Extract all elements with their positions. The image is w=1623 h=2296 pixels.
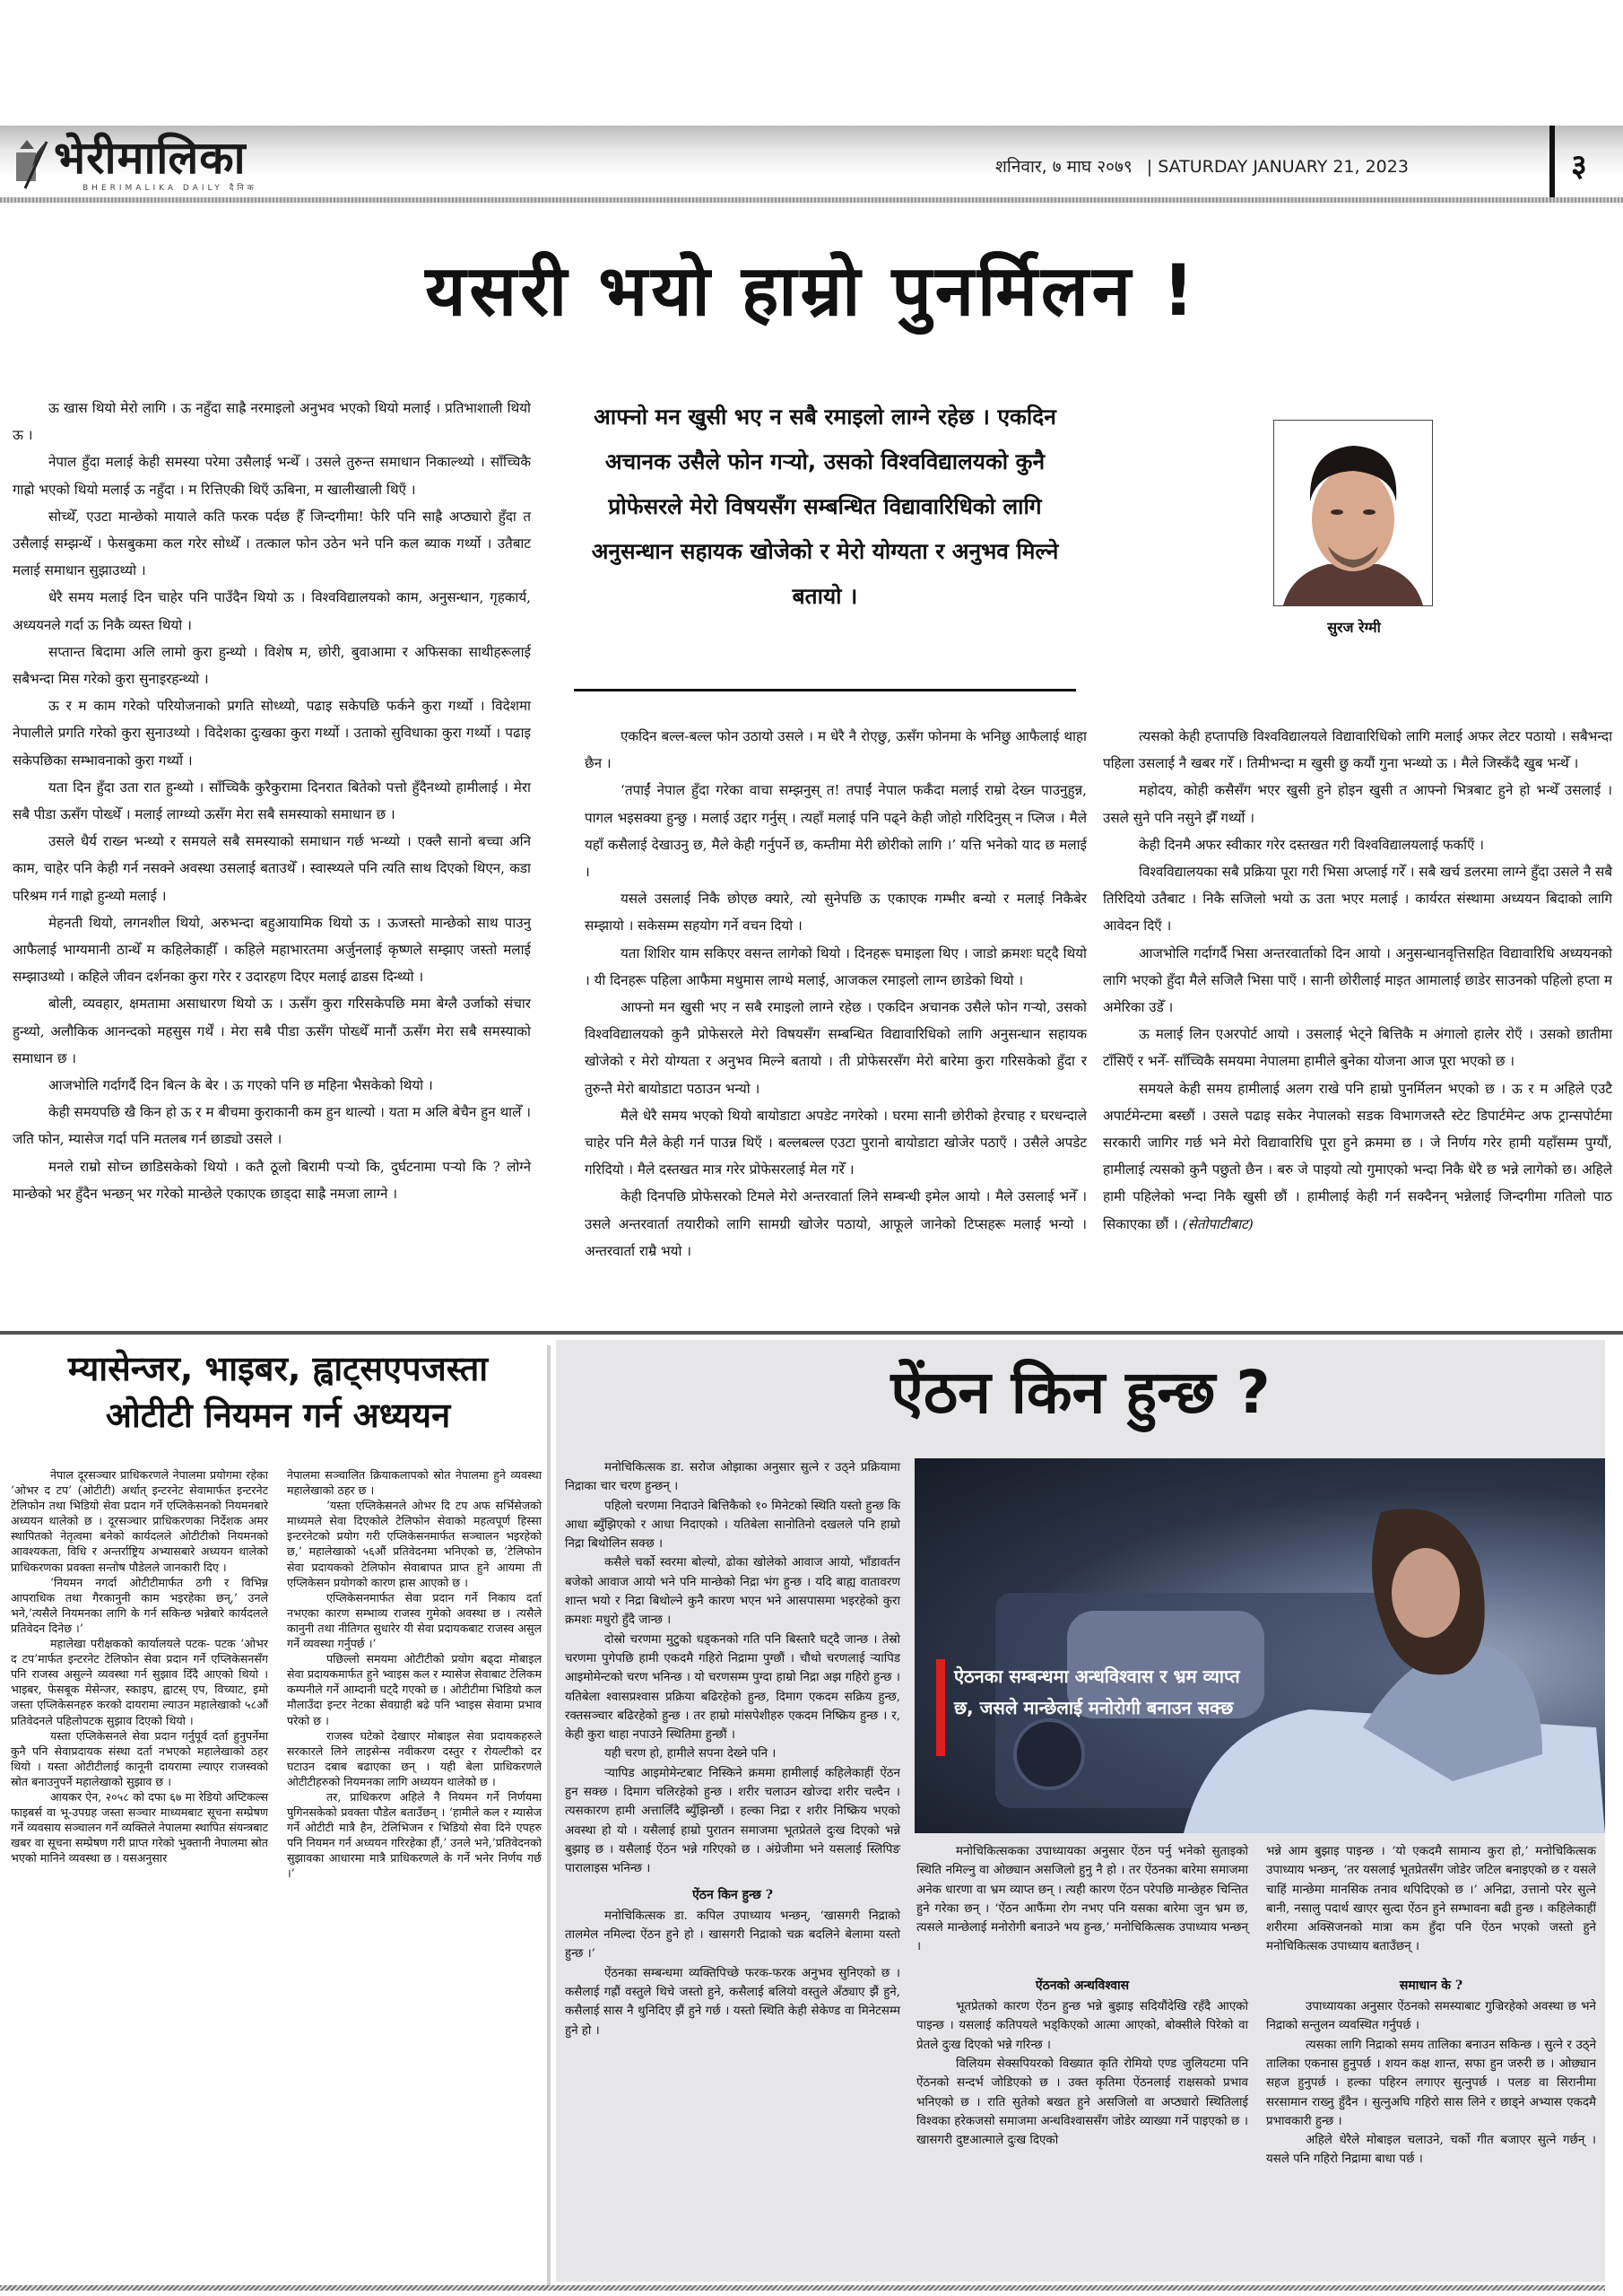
main-article-column-2 [585, 723, 1087, 1265]
paragraph: यसले उसलाई निकै छोएछ क्यारे, त्यो सुनेपछि ऊ एकाएक गम्भीर बन्यो र मलाई निकैबेर सम्झायो । सकेसम्म सहयोग गर्ने वचन दियो । [585, 891, 1087, 935]
ott-article-headline [0, 1345, 556, 1439]
paragraph-text: समयले केही समय हामीलाई अलग राखे पनि हाम्रो पुनर्मिलन भएको छ । ऊ र म अहिले एउटै अपार्टमेन्टमा बस्छौं । उसले पढाइ सकेर नेपालको सडक विभागजस्तै स्टेट डिपार्टमेन्ट अफ ट्रान्सपोर्टमा सरकारी जागिर गर्छ भने मेरो विद्यावारिधि पूरा हुने क्रममा छ । जे निर्णय गरेर हामी यहाँसम्म पुग्यौं, हामीलाई त्यसको कुनै पछुतो छैन । बरु जे पाइयो त्यो गुमाएको भन्दा निकै धेरै छ भन्ने लागेको छ। अहिले हामी पहिलेको भन्दा निकै खुसी छौं । हामीलाई केही गर्न सक्दैनन् भन्नेलाई जिन्दगीमा गतिलो पाठ सिकाएका छौं । [1103, 1080, 1612, 1232]
author-portrait-icon [1274, 421, 1432, 605]
paragraph: नेपालमा सञ्चालित क्रियाकलापको स्रोत नेपालमा हुने व्यवस्था महालेखाको ठहर छ । [287, 1468, 542, 1498]
paragraph [1103, 1075, 1612, 1238]
bottom-rule [0, 2285, 1605, 2291]
paragraph: ऊ र म काम गरेको परियोजनाको प्रगति सोध्थ्यो, पढाइ सकेपछि फर्कने कुरा गर्थ्यो । विदेशमा नेपालीले प्रगति गरेको कुरा सुनाउथ्यो । विदेशका दुःखका कुरा गर्थ्यो । उताको सुविधाका कुरा गर्थ्यो । पढाइ सकेपछिका सम्भावनाको कुरा गर्थ्यो । [13, 698, 531, 769]
masthead-rule [0, 197, 1623, 203]
paragraph: महालेखा परीक्षकको कार्यालयले पटक- पटक ‘ओभर द टप’मार्फत इन्टरनेट टेलिफोन सेवा प्रदान गर्ने एप्लिकेसनसँग पनि राजस्व असुल्ने व्यवस्था गर्न सुझाव दिँदै आएको थियो । भाइबर, फेसबूक मेसेन्जर, स्काइप, ह्वाटस् एप, विच्याट, इमो जस्ता एप्लिकेसनहरु करको दायरामा ल्याउन महालेखाको ५८औं प्रतिवेदनले पहिलोपटक सुझाव दिएको थियो । [11, 1637, 268, 1727]
newspaper-logo-subtitle: BHERIMALIKA DAILY दैनिक [82, 184, 257, 193]
paragraph: उसले धैर्य राख्न भन्थ्यो र समयले सबै समस्याको समाधान गर्छ भन्थ्यो । एक्लै सानो बच्चा अनि काम, चाहेर पनि केही गर्न नसक्ने अवस्था उसलाई बताउथेँ । स्वास्थ्यले पनि त्यति साथ दिएको थिएन, कडा परिश्रम गर्न गाह्रो हुन्थ्यो मलाई । [13, 833, 531, 904]
paragraph: सोच्थेँ, एउटा मान्छेको मायाले कति फरक पर्दछ हैँ जिन्दगीमा! फेरि पनि साह्रै अप्ठ्यारो हुँदा त उसैलाई सम्झन्थेँ । फेसबुकमा कल गरेर सोध्थेँ । तत्काल फोन उठेन भने पनि कल ब्याक गर्थ्यो । उतैबाट मलाई समाधान सुझाउथ्यो । [13, 508, 531, 579]
sleep-article-column-3 [1266, 1842, 1596, 2170]
paragraph: पहिलो चरणमा निदाउने बित्तिकैको १० मिनेटको स्थिति यस्तो हुन्छ कि आधा ब्युँझिएको र आधा निदाएको । यतिबेला सानोतिनो दखलले पनि हाम्रो निद्रा बिथोलिन सक्छ । [565, 1499, 900, 1552]
paragraph: एप्लिकेसनमार्फत सेवा प्रदान गर्ने निकाय दर्ता नभएका कारण सम्भाव्य राजस्व गुमेको अवस्था छ । त्यसैले कानुनी तथा नीतिगत सुधारेर यी सेवा प्रदायकबाट राजस्व असुल गर्ने व्यवस्था गर्नुपर्छ ।’ [287, 1590, 542, 1651]
paragraph: पछिल्लो समयमा ओटीटीको प्रयोग बढ्दा मोबाइल सेवा प्रदायकमार्फत हुने भ्वाइस कल र म्यासेज सेवाबाट टेलिकम कम्पनीले गर्ने आम्दानी घट्दै गएको छ । ओटीटीमा भिडियो कल मौलाउँदा इन्टर नेटका सेवग्राही बढे पनि भ्वाइस सेवामा प्रभाव परेको छ । [287, 1652, 542, 1727]
paragraph: आयकर ऐन, २०५८ को दफा ६७ मा रेडियो अप्टिकल्स फाइबर्स वा भू-उपग्रह जस्ता सञ्चार माध्यमबाट सूचना सम्प्रेषण गर्ने व्यवसाय सञ्चालन गर्ने व्यक्तिले नेपालमा स्थापित संयन्त्रबाट खबर वा सूचना सम्प्रेषण गरी प्राप्त गरेको भुक्तानी नेपालमा स्रोत भएको मानिने व्यवस्था छ । यसअनुसार [11, 1789, 268, 1866]
newspaper-logo: भेरीमालिका [54, 131, 247, 184]
main-article-column-3 [1103, 723, 1612, 1238]
paragraph: मेहनती थियो, लगनशील थियो, अरुभन्दा बहुआयामिक थियो ऊ । ऊजस्तो मान्छेको साथ पाउनु आफैलाई भाग्यमानी ठान्थेँ म कहिलेकाहीँ । कहिले महाभारतमा अर्जुनलाई कृष्णले सम्झाए जस्तो मलाई सम्झाउथ्यो । कहिले जीवन दर्शनका कुरा गरेर र उदारहण दिएर मलाई ढाडस दिन्थ्यो । [13, 914, 531, 986]
paragraph: आफ्नो मन खुसी भए न सबै रमाइलो लाग्ने रहेछ । एकदिन अचानक उसैले फोन गर्‍यो, उसको विश्वविद्यालयको कुनै प्रोफेसरले मेरो विषयसँग सम्बन्धित विद्यावारिधिको लागि अनुसन्धान सहायक खोजेको र मेरो योग्यता र अनुभव मिल्ने बतायो । ती प्रोफेसरसँग मेरो बारेमा कुरा गरिसकेको हुँदा र तुरुन्तै मेरो बायोडाटा पठाउन भन्यो । [585, 999, 1087, 1097]
paragraph: नेपाल हुँदा मलाई केही समस्या परेमा उसैलाई भन्थेँ । उसले तुरुन्त समाधान निकाल्थ्यो । साँच्चिकै गाह्रो भएको थियो मलाई ऊ नहुँदा । म रित्तिएकी थिएँ ऊबिना, म खालीखाली थिएँ । [13, 454, 531, 498]
paragraph: उपाध्यायका अनुसार ऐंठनको समस्याबाट गुज्रिरहेको अवस्था छ भने निद्राको सन्तुलन व्यवस्थित गर्नुपर्छ । [1266, 2000, 1596, 2033]
paragraph: भूतप्रेतको कारण ऐंठन हुन्छ भन्ने बुझाइ सदियौंदेखि रहँदै आएको पाइन्छ । यसलाई कतिपयले भड्किएको आत्मा आएको, बोक्सीले पिरेको वा प्रेतले दुःख दिएको भन्ने गरिन्छ । [916, 2000, 1248, 2052]
subheading: ऐंठन किन हुन्छ ? [692, 1887, 773, 1902]
page-number: ३ [1571, 148, 1587, 184]
paragraph: यता दिन हुँदा उता रात हुन्थ्यो । साँच्चिकै कुरैकुरामा दिनरात बितेको पत्तो हुँदैनथ्यो हामीलाई । मेरा सबै पीडा ऊसँग पोख्थेँ । मलाई लाग्थ्यो ऊसँग मेरा सबै समस्याको समाधान छ । [13, 778, 531, 823]
paragraph: आजभोलि गर्दागर्दै दिन बित्न के बेर । ऊ गएको पनि छ महिना भैसकेको थियो । [48, 1077, 433, 1094]
paragraph: त्यसको केही हप्तापछि विश्वविद्यालयले विद्यावारिधिको लागि मलाई अफर लेटर पठायो । सबैभन्दा पहिला उसलाई नै खबर गरेँ । तिमीभन्दा म खुसी छु कयौं गुना भन्थ्यो ऊ । मैले जिस्कँदै खुब भन्थेँ । [1103, 728, 1612, 772]
woman-in-bed-illustration-icon [915, 1458, 1605, 1833]
paragraph: ‘यस्ता एप्लिकेसनले ओभर दि टप अफ सर्भिसेजको माध्यमले सेवा दिएकोले टेलिफोन सेवाको महत्वपूर्ण हिस्सा इन्टरनेटको प्रयोग गरी एप्लिकेसनमार्फत सञ्चालन भइरहेको छ,’ महालेखाको ५६औं प्रतिवेदनमा भनिएको छ, ‘टेलिफोन सेवा प्रदायकको टेलिफोन सेवाबापत प्राप्त हुने आयमा ती एप्लिकेसन प्रयोगको कारण ह्रास आएको छ । [287, 1499, 542, 1589]
paragraph: विश्वविद्यालयका सबै प्रक्रिया पूरा गरी भिसा अप्लाई गरेँ । सबै खर्च डलरमा लाग्ने हुँदा उसले नै सबै तिरिदियो उतैबाट । निकै सजिलो भयो ऊ उता भएर मलाई । कार्यरत संस्थामा अध्ययन बिदाको लागि आवेदन दिएँ । [1103, 864, 1612, 935]
paragraph: केही दिनपछि प्रोफेसरको टिमले मेरो अन्तरवार्ता लिने सम्बन्धी इमेल आयो । मैले उसलाई भनेँ । उसले अन्तरवार्ता तयारीको लागि सामग्री खोजेर पठायो, आफूले जानेको टिप्सहरू मलाई भन्यो । अन्तरवार्ता राम्रै भयो । [585, 1188, 1087, 1259]
paragraph: यस्ता एप्लिकेसनले सेवा प्रदान गर्नुपूर्व दर्ता हुनुपर्नेमा कुनै पनि सेवाप्रदायक संस्था दर्ता नभएको महालेखाको ठहर थियो । यस्ता ओटीटीलाई कानूनी दायरामा ल्याएर राजस्वको स्रोत बनाउनुपर्ने महालेखाको सुझाव छ । [11, 1728, 268, 1788]
photo-caption: ऐठनका सम्बन्धमा अन्धविश्वास र भ्रम व्याप्त छ, जसले मान्छेलाई मनोरोगी बनाउन सक्छ [954, 1665, 1240, 1718]
paragraph: भन्ने आम बुझाइ पाइन्छ । ‘यो एकदमै सामान्य कुरा हो,’ मनोचिकित्सक उपाध्याय भन्छन्, ‘तर यसलाई भूतप्रेतसँग जोडेर जटिल बनाइएको छ र यसले चाहिं मान्छेमा मानसिक तनाव थपिदिएको छ ।’ अनिद्रा, उत्तानो परेर सुत्ने बानी, नसालु पदार्थ खाएर सुत्दा ऐंठन हुने सम्भावना बढी हुन्छ । कहिलेकाहीं शरीरमा अक्सिजनको मात्रा कम हुँदा पनि ऐंठन भएको जस्तो हुने मनोचिकित्सक उपाध्याय बताउँछन् । [1266, 1845, 1596, 1954]
pull-quote: आफ्नो मन खुसी भए न सबै रमाइलो लाग्ने रहेछ । एकदिन अचानक उसैले फोन गर्‍यो, उसको विश्वविद्यालयको कुनै प्रोफेसरले मेरो विषयसँग सम्बन्धित विद्यावारिधिको लागि अनुसन्धान सहायक खोजेको र मेरो योग्यता र अनुभव मिल्ने बतायो । [591, 404, 1059, 609]
date-english: | SATURDAY JANUARY 21, 2023 [1146, 157, 1409, 177]
caption-accent-bar [936, 1659, 945, 1756]
paragraph: धेरै समय मलाई दिन चाहेर पनि पाउँदैन थियो ऊ । विश्वविद्यालयको काम, अनुसन्धान, गृहकार्य, अध्ययनले गर्दा ऊ निकै व्यस्त थियो । [13, 589, 531, 633]
paragraph: आजभोलि गर्दागर्दै भिसा अन्तरवार्ताको दिन आयो । अनुसन्धानवृत्तिसहित विद्यावारिधि अध्ययनको लागि भएको हुँदा मैले सजिलै भिसा पाएँ । सानी छोरीलाई माइत आमालाई छाडेर साउनको पहिलो हप्ता म अमेरिका उडेँ । [1103, 944, 1612, 1016]
paragraph: ‘नियमन नगर्दा ओटीटीमार्फत ठगी र विभिन्न आपराधिक तथा गैरकानुनी काम भइरहेका छन्,’ उनले भने,’त्यसैले नियमनका लागि के गर्न सकिन्छ भन्नेबारे कार्यदलले प्रतिवेदन दिनेछ ।’ [11, 1575, 268, 1635]
ott-headline-line-1: म्यासेन्जर, भाइबर, ह्वाट्सएपजस्ता [67, 1349, 489, 1388]
subheading: समाधान के ? [1399, 1978, 1463, 1993]
pull-quote-rule [574, 689, 1076, 691]
paragraph: यता शिशिर याम सकिएर वसन्त लागेको थियो । दिनहरू घमाइला थिए । जाडो क्रमशः घट्दै थियो । यी दिनहरू पहिला आफैमा मधुमास लाग्थे मलाई, आजकल रमाइलो लाग्न छाडेको थियो । [585, 944, 1087, 988]
feature-photo [915, 1458, 1605, 1833]
paragraph: एकदिन बल्ल-बल्ल फोन उठायो उसले । म धेरै नै रोएछु, ऊसँग फोनमा के भनिछु आफैलाई थाहा छैन । [585, 728, 1087, 772]
section-divider [0, 1331, 1623, 1335]
paragraph: केही दिनमै अफर स्वीकार गरेर दस्तखत गरी विश्वविद्यालयलाई फर्काएँ । [1139, 836, 1485, 853]
paragraph: र्‍यापिड आइमोमेन्टबाट निस्किने क्रममा हामीलाई कहिलेकाहीं ऐंठन हुन सक्छ । दिमाग चलिरहेको हुन्छ । शरीर चलाउन खोज्दा शरीर चल्दैन । त्यसकारण हामी अत्तालिँदै ब्युँझिन्छौं । हल्का निद्रा र शरीर निष्क्रिय भएको अवस्था हो यो । यसैलाई हाम्रो पुरातन समाजमा भूतप्रेतले दुःख दिएको भन्ने बुझाइ छ । यसैलाई ऐंठन भन्ने गरिएको छ । अंग्रेजीमा भने यसलाई स्लिपिङ पारालाइस भनिन्छ । [565, 1766, 900, 1876]
paragraph: मनोचिकित्सक डा. सरोज ओझाका अनुसार सुत्ने र उठ्ने प्रक्रियामा निद्राका चार चरण हुन्छन् । [565, 1461, 900, 1494]
paragraph: मनोचिकित्सकका उपाध्यायका अनुसार ऐंठन पर्नु भनेको सुताइको स्थिति नमिल्नु वा ओछ्यान असजिलो हुनु नै हो । तर ऐंठनका बारेमा समाजमा अनेक धारणा वा भ्रम व्याप्त छन् । त्यही कारण ऐंठन परेपछि मान्छेहरु चिन्तित हुने गरेका छन् । ‘ऐंठन आफैंमा रोग नभए पनि यसका बारेमा जुन भ्रम छ, त्यसले मान्छेलाई मनोरोगी बनाउने भय हुन्छ,’ मनोचिकित्सक उपाध्याय भन्छन् । [916, 1845, 1248, 1954]
main-article-column-1 [13, 395, 531, 1207]
author-name: सुरज रेग्मी [1327, 619, 1381, 636]
paragraph: ‘तपाईं नेपाल हुँदा गरेका वाचा सम्झनुस् त! तपाईं नेपाल फर्कँदा मलाई राम्रो देख्न पाउनुहुन्न, पागल भइसक्या हुन्छु । मलाई उद्दार गर्नुस् । त्यहाँ मलाई पनि पढ्ने केही जोहो गरिदिनुस् न प्लिज । मैले यहाँ कसैलाई देखाउनु छ, मैले केही गर्नुपर्ने छ, कम्तीमा मेरी छोरीको लागि ।’ यत्ति भनेको याद छ मलाई । [585, 782, 1087, 881]
paragraph: कसैले चर्को स्वरमा बोल्यो, ढोका खोलेको आवाज आयो, भाँडावर्तन बजेको आवाज आयो भने पनि मान्छेको निद्रा भंग हुन्छ । यदि बाह्य वातावरण शान्त भयो र निद्रा बिथोल्ने कुनै कारण भएन भने आसपासमा भइरहेको कुरा क्रमशः मधुरो हुँदै जान्छ । [565, 1556, 900, 1628]
paragraph: राजस्व घटेको देखाएर मोबाइल सेवा प्रदायकहरुले सरकारले लिने लाइसेन्स नवीकरण दस्तुर र रोयल्टीको दर घटाउन दबाब बढाएका छन् । यही बेला प्राधिकरणले ओटीटीहरुको नियमनका लागि अध्ययन थालेको छ । [287, 1728, 542, 1788]
paragraph: मनोचिकित्सक डा. कपिल उपाध्याय भन्छन्, ‘खासगरी निद्राको तालमेल नमिल्दा ऐंठन हुने हो । खासगरी निद्राको चक्र बदलिने बेलामा यस्तो हुन्छ ।’ [565, 1909, 900, 1961]
paragraph: विलियम सेक्सपियरको विख्यात कृति रोमियो एण्ड जुलियटमा पनि ऐंठनको सन्दर्भ जोडिएको छ । उक्त कृतिमा ऐंठनलाई राक्षसको प्रभाव भनिएको छ । राति सुतेको बखत हुने असजिलो वा अप्ठ्यारो स्थितिलाई विश्वका हरेकजसो समाजमा अन्धविश्वाससँग जोडेर व्याख्या गर्ने पाइएको छ । खासगरी दुष्टआत्माले दुःख दिएको [916, 2057, 1248, 2148]
paragraph: त्यसका लागि निद्राको समय तालिका बनाउन सकिन्छ । सुत्ने र उठ्ने तालिका एकनास हुनुपर्छ । शयन कक्ष शान्त, सफा हुन जरुरी छ । ओछ्यान सहज हुनुपर्छ । हल्का पहिरन लगाएर सुत्नुपर्छ । पलङ वा सिरानीमा सरसामान राख्नु हुँदैन । सुत्नुअघि गहिरो सास लिने र छाड्ने अभ्यास एकदमै प्रभावकारी हुन्छ । [1266, 2038, 1596, 2128]
paragraph: महोदय, कोही कसैसँग भएर खुसी हुने होइन खुसी त आफ्नो भित्रबाट हुने हो भन्थेँ उसलाई । उसले सुने पनि नसुने झैँ गर्थ्यो । [1103, 782, 1612, 826]
subheading: ऐंठनको अन्धविश्वास [1035, 1978, 1130, 1993]
sleep-article-column-2 [916, 1842, 1248, 2150]
paragraph: मनले राम्रो सोच्न छाडिसकेको थियो । कतै ठूलो बिरामी पर्‍यो कि, दुर्घटनामा पर्‍यो कि ? लोग्ने मान्छेको भर हुँदैन भन्छन् भर गरेको मान्छेले एकाएक छाड्दा साह्रै नमजा लाग्ने । [13, 1158, 531, 1202]
quill-logo-icon [13, 136, 48, 190]
paragraph: केही समयपछि खै किन हो ऊ र म बीचमा कुराकानी कम हुन थाल्यो । यता म अलि बेचैन हुन थालेँ । जति फोन, म्यासेज गर्दा पनि मतलब गर्न छाड्यो उसले । [13, 1104, 531, 1148]
ott-headline-line-2: ओटीटी नियमन गर्न अध्ययन [105, 1396, 451, 1435]
paragraph: तर, प्राधिकरण अहिले नै नियमन गर्ने निर्णयमा पुगिनसकेको प्रवक्ता पौडेल बताउँछन् । ‘हामीले कल र म्यासेज गर्ने ओटीटी मात्रै हैन, टेलिभिजन र भिडियो सेवा दिने एपहरु पनि नियमन गर्न अध्ययन गरिरहेका हौं,’ उनले भने,’प्रतिवेदनको सुझावका आधारमा मात्रै प्राधिकरणले के गर्ने भनेर निर्णय गर्छ ।’ [287, 1789, 542, 1881]
paragraph: दोस्रो चरणमा मुटुको धड्कनको गति पनि बिस्तारै घट्दै जान्छ । तेस्रो चरणमा पुगेपछि हामी एकदमै गहिरो निद्रामा पुग्छौं । चौथो चरणलाई र्‍यापिड आइमोमेन्टको चरण भनिन्छ । यो चरणसम्म पुग्दा हाम्रो निद्रा अझ गहिरो हुन्छ । यतिबेला श्वासप्रश्वास प्रक्रिया बढिरहेको हुन्छ, दिमाग एकदम सक्रिय हुन्छ, रक्तसञ्चार बढिरहेको हुन्छ । तर हाम्रो मांसपेशीहरु एकदम निष्क्रिय हुन्छ । र, केही कुरा थाहा नपाउने स्थितिमा हुन्छौं । [565, 1632, 900, 1743]
page-number-divider [1549, 126, 1555, 203]
paragraph: मैले धेरै समय भएको थियो बायोडाटा अपडेट नगरेको । घरमा सानी छोरीको हेरचाह र घरधन्दाले चाहेर पनि मैले केही गर्न पाउन्न थिएँ । बल्लबल्ल एउटा पुरानो बायोडाटा खोजेर पठाएँ । उसैले अपडेट गरिदियो । मैले दस्तखत मात्र गरेर प्रोफेसरलाई मेल गरेँ । [585, 1107, 1087, 1178]
date-nepali: शनिवार, ७ माघ २०७९ [995, 157, 1133, 177]
author-photo [1273, 420, 1433, 606]
paragraph: अहिले धेरैले मोबाइल चलाउने, चर्को गीत बजाएर सुत्ने गर्छन् । यसले पनि गहिरो निद्रामा बाधा पर्छ । [1266, 2134, 1596, 2167]
paragraph: सप्तान्त बिदामा अलि लामो कुरा हुन्थ्यो । विशेष म, छोरी, बुवाआमा र अफिसका साथीहरूलाई सबैभन्दा मिस गरेको कुरा सुनाइरहन्थ्यो । [13, 643, 531, 688]
ott-article-column-1 [11, 1467, 268, 1866]
paragraph: यही चरण हो, हामीले सपना देख्ने पनि । [604, 1747, 777, 1761]
paragraph: ऊ मलाई लिन एअरपोर्ट आयो । उसलाई भेट्ने बित्तिकै म अंगालो हालेर रोएँ । उसको छातीमा टाँसिएँ र भनेँ- साँच्चिकै समयमा नेपालमा हामीले बुनेका योजना आज पूरा भएको छ । [1103, 1026, 1612, 1070]
paragraph: नेपाल दूरसञ्चार प्राधिकरणले नेपालमा प्रयोगमा रहेका ‘ओभर द टप’ (ओटीटी) अर्थात् इन्टरनेट सेवामार्फत इन्टरनेट टेलिफोन तथा भिडियो सेवा प्रदान गर्ने एप्लिकेसनको नियमनबारे अध्ययन थालेको छ । दूरसञ्चार प्राधिकरणका निर्देशक अमर स्थापितको नेतृत्वमा बनेको कार्यदलले ओटीटीको नियमनको आवश्यकता, विधि र अन्तर्राष्ट्रिय अभ्यासबारे अध्ययन थालेको प्राधिकरणका प्रवक्ता सन्तोष पौडेलले जानकारी दिए । [11, 1468, 268, 1574]
issue-date [995, 154, 1409, 178]
sleep-article-headline: ऐंठन किन हुन्छ ? [890, 1358, 1271, 1427]
sleep-article-column-1 [565, 1458, 900, 2040]
paragraph: ऊ खास थियो मेरो लागि । ऊ नहुँदा साह्रै नरमाइलो अनुभव भएको थियो मलाई । प्रतिभाशाली थियो ऊ । [13, 400, 531, 444]
paragraph: ऐंठनका सम्बन्धमा व्यक्तिपिच्छे फरक-फरक अनुभव सुनिएको छ । कसैलाई गह्रौं वस्तुले थिचे जस्तो हुने, कसैलाई बलियो वस्तुले अँठ्याए झैं हुने, कसैलाई सास नै थुनिदिए झैं हुने गर्छ । यस्तो स्थिति केही सेकेण्ड वा मिनेटसम्म हुने हो । [565, 1966, 900, 2038]
ott-article-column-2 [287, 1467, 542, 1882]
main-headline: यसरी भयो हाम्रो पुनर्मिलन ! [425, 251, 1198, 332]
source-credit: (सेतोपाटीबाट) [1182, 1215, 1254, 1232]
paragraph: बोली, व्यवहार, क्षमतामा असाधारण थियो ऊ । ऊसँग कुरा गरिसकेपछि ममा बेग्लै उर्जाको संचार हुन्थ्यो, अलौकिक आनन्दको महसुस गर्थें । मेरा सबै पीडा ऊसँग पोख्थेँ मानौं ऊसँग मेरा सबै समस्याको समाधान छ । [13, 996, 531, 1066]
column-divider [547, 1345, 551, 2287]
